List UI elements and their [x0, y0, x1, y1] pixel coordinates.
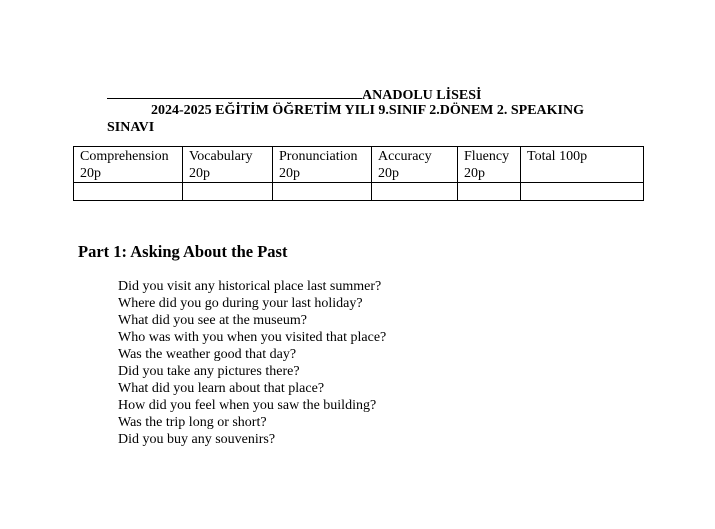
score-entry-row — [74, 183, 644, 201]
score-col-points: 20p — [80, 166, 101, 181]
score-cell-vocabulary[interactable] — [183, 183, 273, 201]
question-text: Where did you go during your last holiday? — [118, 296, 363, 311]
school-name-line — [107, 86, 507, 104]
score-cell-fluency[interactable] — [458, 183, 521, 201]
score-col-accuracy — [372, 147, 458, 183]
score-col-name: Comprehension — [80, 149, 169, 164]
score-table — [73, 146, 644, 201]
score-col-points: 20p — [279, 166, 300, 181]
score-col-comprehension — [74, 147, 183, 183]
score-col-name: Pronunciation — [279, 149, 358, 164]
school-name-blank — [107, 86, 362, 99]
question-text: Was the weather good that day? — [118, 347, 297, 362]
score-header-row — [74, 147, 644, 183]
exam-title: 2024-2025 EĞİTİM ÖĞRETİM YILI 9.SINIF 2.DÖNEM 2. SPEAKING — [151, 103, 585, 118]
question-text: Was the trip long or short? — [118, 415, 267, 430]
school-name: ANADOLU LİSESİ — [362, 88, 482, 103]
part-title: Part 1: Asking About the Past — [78, 242, 288, 261]
score-col-name: Total 100p — [527, 149, 588, 164]
score-cell-accuracy[interactable] — [372, 183, 458, 201]
question-text: Did you visit any historical place last summer? — [118, 279, 382, 294]
question-text: Did you buy any souvenirs? — [118, 432, 276, 447]
question-text: What did you learn about that place? — [118, 381, 325, 396]
score-col-name: Accuracy — [378, 149, 432, 164]
score-cell-total[interactable] — [521, 183, 644, 201]
score-col-name: Fluency — [464, 149, 510, 164]
score-cell-comprehension[interactable] — [74, 183, 183, 201]
score-col-points: 20p — [464, 166, 485, 181]
score-col-points: 20p — [378, 166, 399, 181]
question-text: What did you see at the museum? — [118, 313, 307, 328]
score-col-pronunciation — [273, 147, 372, 183]
score-col-vocabulary — [183, 147, 273, 183]
exam-title-continued: SINAVI — [107, 120, 155, 135]
score-col-points: 20p — [189, 166, 210, 181]
score-col-fluency — [458, 147, 521, 183]
score-cell-pronunciation[interactable] — [273, 183, 372, 201]
score-col-total — [521, 147, 644, 183]
question-text: Who was with you when you visited that place? — [118, 330, 387, 345]
question-text: How did you feel when you saw the building? — [118, 398, 377, 413]
question-text: Did you take any pictures there? — [118, 364, 300, 379]
score-col-name: Vocabulary — [189, 149, 253, 164]
